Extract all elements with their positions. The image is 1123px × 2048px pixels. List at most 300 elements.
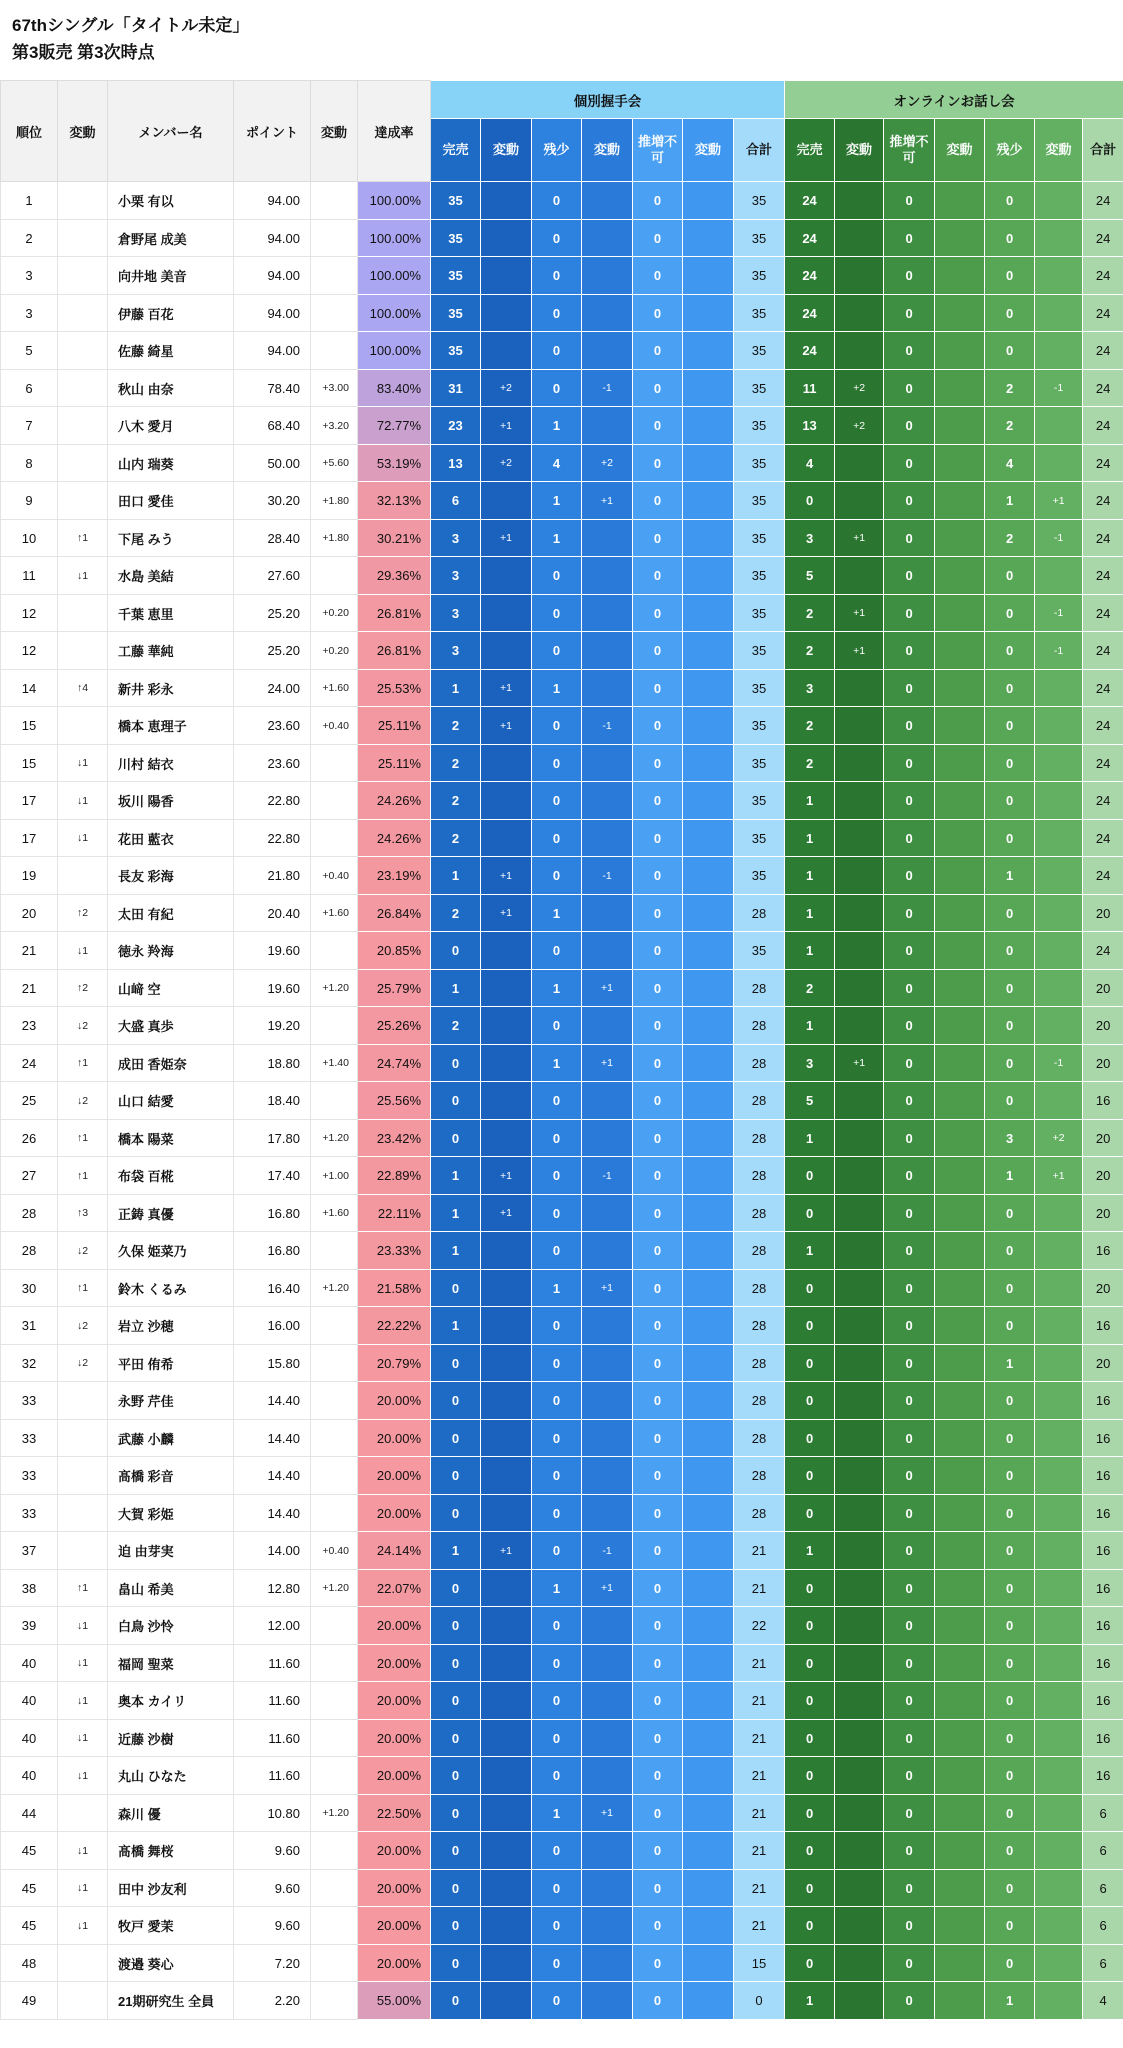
online-lowstock-change-cell: [1035, 1532, 1083, 1570]
handshake-noincrease-cell: 0: [633, 669, 683, 707]
points-cell: 18.80: [234, 1044, 311, 1082]
online-noincrease-change-cell: [935, 1832, 985, 1870]
rank-cell: 30: [1, 1269, 58, 1307]
handshake-lowstock-change-cell: [582, 1644, 633, 1682]
handshake-total-cell: 28: [734, 1419, 785, 1457]
online-lowstock-cell: 0: [985, 1944, 1035, 1982]
handshake-soldout-cell: 35: [431, 257, 481, 295]
rank-cell: 45: [1, 1907, 58, 1945]
online-noincrease-cell: 0: [884, 1307, 935, 1345]
rank-cell: 15: [1, 744, 58, 782]
handshake-noincrease-change-cell: [683, 894, 734, 932]
online-soldout-change-cell: [835, 1344, 884, 1382]
achievement-rate-cell: 22.07%: [358, 1569, 431, 1607]
handshake-soldout-change-cell: [481, 744, 532, 782]
online-soldout-change-cell: [835, 557, 884, 595]
rank-change-cell: [58, 1532, 108, 1570]
handshake-noincrease-cell: 0: [633, 1719, 683, 1757]
online-soldout-change-cell: [835, 932, 884, 970]
points-change-cell: [311, 1644, 358, 1682]
rank-change-cell: [58, 219, 108, 257]
online-lowstock-change-cell: [1035, 557, 1083, 595]
member-name-cell: 佐藤 綺星: [108, 332, 234, 370]
handshake-noincrease-cell: 0: [633, 444, 683, 482]
online-lowstock-cell: 3: [985, 1119, 1035, 1157]
rank-change-cell: ↑4: [58, 669, 108, 707]
handshake-soldout-change-cell: +2: [481, 369, 532, 407]
handshake-noincrease-cell: 0: [633, 1307, 683, 1345]
rank-change-cell: ↓2: [58, 1007, 108, 1045]
handshake-total-cell: 15: [734, 1944, 785, 1982]
handshake-soldout-cell: 0: [431, 1682, 481, 1720]
handshake-noincrease-change-cell: [683, 1269, 734, 1307]
handshake-lowstock-change-cell: [582, 1494, 633, 1532]
achievement-rate-cell: 30.21%: [358, 519, 431, 557]
handshake-lowstock-cell: 0: [532, 857, 582, 895]
online-noincrease-cell: 0: [884, 257, 935, 295]
handshake-soldout-change-cell: [481, 1007, 532, 1045]
handshake-noincrease-cell: 0: [633, 1082, 683, 1120]
online-lowstock-cell: 0: [985, 1719, 1035, 1757]
handshake-total-cell: 35: [734, 707, 785, 745]
handshake-noincrease-cell: 0: [633, 1832, 683, 1870]
handshake-total-cell: 28: [734, 1194, 785, 1232]
member-name-cell: 山内 瑞葵: [108, 444, 234, 482]
rank-cell: 40: [1, 1757, 58, 1795]
handshake-soldout-cell: 0: [431, 1382, 481, 1420]
rank-change-cell: ↓1: [58, 819, 108, 857]
handshake-noincrease-cell: 0: [633, 894, 683, 932]
achievement-rate-cell: 20.00%: [358, 1494, 431, 1532]
online-noincrease-cell: 0: [884, 707, 935, 745]
online-soldout-change-cell: [835, 1307, 884, 1345]
online-soldout-cell: 1: [785, 782, 835, 820]
member-name-cell: 山﨑 空: [108, 969, 234, 1007]
handshake-noincrease-change-cell: [683, 1194, 734, 1232]
handshake-noincrease-change-cell: [683, 1419, 734, 1457]
points-change-cell: [311, 1457, 358, 1495]
online-noincrease-change-cell: [935, 1869, 985, 1907]
handshake-lowstock-header: 残少: [532, 119, 582, 182]
points-change-cell: +0.40: [311, 857, 358, 895]
online-noincrease-cell: 0: [884, 669, 935, 707]
handshake-soldout-change-cell: [481, 1269, 532, 1307]
handshake-noincrease-change-cell: [683, 969, 734, 1007]
handshake-total-cell: 28: [734, 1269, 785, 1307]
points-cell: 25.20: [234, 594, 311, 632]
table-row: [1, 1757, 1123, 1795]
handshake-soldout-change-cell: +1: [481, 407, 532, 445]
handshake-noincrease-change-cell: [683, 932, 734, 970]
handshake-lowstock-cell: 0: [532, 369, 582, 407]
handshake-lowstock-cell: 1: [532, 1569, 582, 1607]
online-lowstock-cell: 4: [985, 444, 1035, 482]
online-noincrease-change-cell: [935, 669, 985, 707]
table-row: [1, 1382, 1123, 1420]
handshake-lowstock-change-cell: [582, 257, 633, 295]
rank-cell: 1: [1, 182, 58, 220]
online-noincrease-cell: 0: [884, 932, 935, 970]
rank-cell: 15: [1, 707, 58, 745]
rank-change-cell: ↓2: [58, 1344, 108, 1382]
online-soldout-change-cell: [835, 1157, 884, 1195]
table-row: [1, 1907, 1123, 1945]
handshake-soldout-cell: 0: [431, 1607, 481, 1645]
online-lowstock-change-cell: +1: [1035, 1157, 1083, 1195]
handshake-lowstock-cell: 1: [532, 519, 582, 557]
handshake-soldout-cell: 1: [431, 1532, 481, 1570]
handshake-noincrease-change-cell: [683, 182, 734, 220]
points-change-cell: +1.20: [311, 1269, 358, 1307]
handshake-lowstock-change-cell: [582, 1869, 633, 1907]
rank-change-cell: ↓1: [58, 1832, 108, 1870]
handshake-noincrease-change-cell: [683, 1644, 734, 1682]
member-name-cell: 髙橋 彩音: [108, 1457, 234, 1495]
online-soldout-cell: 0: [785, 1832, 835, 1870]
handshake-soldout-change-cell: +1: [481, 707, 532, 745]
points-cell: 14.40: [234, 1419, 311, 1457]
online-lowstock-change-cell: [1035, 1569, 1083, 1607]
online-noincrease-cell: 0: [884, 1644, 935, 1682]
handshake-noincrease-cell: 0: [633, 1607, 683, 1645]
online-soldout-change-cell: [835, 1607, 884, 1645]
handshake-total-cell: 35: [734, 482, 785, 520]
handshake-soldout-change-cell: [481, 1044, 532, 1082]
online-lowstock-change-cell: [1035, 1869, 1083, 1907]
rank-change-cell: ↑1: [58, 1119, 108, 1157]
rank-cell: 44: [1, 1794, 58, 1832]
handshake-lowstock-change-cell: -1: [582, 369, 633, 407]
points-cell: 20.40: [234, 894, 311, 932]
online-lowstock-cell: 0: [985, 332, 1035, 370]
online-soldout-cell: 1: [785, 932, 835, 970]
handshake-noincrease-change-cell: [683, 369, 734, 407]
online-lowstock-cell: 0: [985, 182, 1035, 220]
online-lowstock-change-cell: [1035, 669, 1083, 707]
handshake-noincrease-change-cell: [683, 332, 734, 370]
online-noincrease-change-cell: [935, 594, 985, 632]
handshake-lowstock-change-cell: +1: [582, 1044, 633, 1082]
points-cell: 14.00: [234, 1532, 311, 1570]
points-change-cell: [311, 1307, 358, 1345]
online-soldout-cell: 0: [785, 1944, 835, 1982]
member-name-cell: 鈴木 くるみ: [108, 1269, 234, 1307]
online-soldout-cell: 1: [785, 1232, 835, 1270]
handshake-total-cell: 35: [734, 294, 785, 332]
online-soldout-change-cell: [835, 744, 884, 782]
handshake-soldout-cell: 2: [431, 782, 481, 820]
online-noincrease-change-cell: [935, 969, 985, 1007]
rank-change-cell: ↑1: [58, 1269, 108, 1307]
handshake-soldout-change-cell: [481, 1944, 532, 1982]
online-total-cell: 16: [1083, 1307, 1123, 1345]
handshake-total-cell: 28: [734, 1457, 785, 1495]
achievement-rate-cell: 25.53%: [358, 669, 431, 707]
online-lowstock-change-cell: [1035, 1494, 1083, 1532]
rank-cell: 33: [1, 1457, 58, 1495]
online-total-cell: 20: [1083, 1269, 1123, 1307]
table-row: [1, 182, 1123, 220]
online-soldout-cell: 0: [785, 1382, 835, 1420]
handshake-lowstock-change-cell: [582, 932, 633, 970]
achievement-rate-cell: 23.42%: [358, 1119, 431, 1157]
handshake-soldout-cell: 3: [431, 594, 481, 632]
handshake-soldout-change-cell: [481, 782, 532, 820]
online-lowstock-cell: 0: [985, 669, 1035, 707]
table-row: [1, 932, 1123, 970]
online-lowstock-change-cell: [1035, 1644, 1083, 1682]
online-total-cell: 6: [1083, 1832, 1123, 1870]
member-name-cell: 坂川 陽香: [108, 782, 234, 820]
online-soldout-change-cell: [835, 1682, 884, 1720]
online-noincrease-change-cell: [935, 1194, 985, 1232]
handshake-lowstock-change-cell: [582, 669, 633, 707]
table-row: [1, 482, 1123, 520]
online-noincrease-change-cell: [935, 294, 985, 332]
online-soldout-change-cell: [835, 294, 884, 332]
online-total-cell: 20: [1083, 1194, 1123, 1232]
handshake-soldout-cell: 0: [431, 1082, 481, 1120]
handshake-total-cell: 35: [734, 857, 785, 895]
handshake-soldout-change-cell: [481, 1569, 532, 1607]
rank-cell: 17: [1, 819, 58, 857]
points-cell: 14.40: [234, 1457, 311, 1495]
achievement-rate-cell: 25.11%: [358, 744, 431, 782]
online-lowstock-cell: 0: [985, 969, 1035, 1007]
member-name-cell: 太田 有紀: [108, 894, 234, 932]
online-soldout-change-cell: [835, 819, 884, 857]
online-noincrease-change-cell: [935, 1082, 985, 1120]
table-row: [1, 669, 1123, 707]
achievement-rate-cell: 20.79%: [358, 1344, 431, 1382]
table-row: [1, 257, 1123, 295]
online-soldout-change-cell: +1: [835, 1044, 884, 1082]
online-total-cell: 24: [1083, 219, 1123, 257]
handshake-lowstock-change-cell: [582, 182, 633, 220]
handshake-soldout-cell: 0: [431, 1869, 481, 1907]
online-total-cell: 16: [1083, 1719, 1123, 1757]
points-cell: 30.20: [234, 482, 311, 520]
handshake-noincrease-cell: 0: [633, 407, 683, 445]
member-name-cell: 田口 愛佳: [108, 482, 234, 520]
points-cell: 9.60: [234, 1907, 311, 1945]
handshake-noincrease-change-cell: [683, 1869, 734, 1907]
online-soldout-change-cell: [835, 1382, 884, 1420]
table-row: [1, 1682, 1123, 1720]
handshake-soldout-header: 完売: [431, 119, 481, 182]
online-lowstock-change-cell: [1035, 932, 1083, 970]
handshake-soldout-cell: 31: [431, 369, 481, 407]
online-lowstock-cell: 0: [985, 632, 1035, 670]
online-noincrease-cell: 0: [884, 1719, 935, 1757]
handshake-total-cell: 28: [734, 1307, 785, 1345]
table-row: [1, 294, 1123, 332]
online-noincrease-change-cell: [935, 444, 985, 482]
handshake-noincrease-cell: 0: [633, 707, 683, 745]
rank-cell: 45: [1, 1869, 58, 1907]
handshake-noincrease-change-cell: [683, 1344, 734, 1382]
handshake-total-cell: 35: [734, 219, 785, 257]
online-noincrease-change-cell: [935, 369, 985, 407]
rank-change-cell: ↓2: [58, 1082, 108, 1120]
online-noincrease-change-cell: [935, 1307, 985, 1345]
online-soldout-cell: 2: [785, 707, 835, 745]
points-cell: 50.00: [234, 444, 311, 482]
online-soldout-change-cell: +1: [835, 594, 884, 632]
online-soldout-cell: 0: [785, 1269, 835, 1307]
online-lowstock-cell: 0: [985, 782, 1035, 820]
online-lowstock-change-cell: [1035, 1719, 1083, 1757]
handshake-total-cell: 21: [734, 1794, 785, 1832]
handshake-noincrease-cell: 0: [633, 219, 683, 257]
points-change-cell: +1.60: [311, 669, 358, 707]
online-noincrease-change-cell: [935, 1794, 985, 1832]
handshake-lowstock-change-cell: [582, 894, 633, 932]
points-cell: 17.40: [234, 1157, 311, 1195]
handshake-soldout-change-cell: +1: [481, 1194, 532, 1232]
online-total-cell: 16: [1083, 1757, 1123, 1795]
handshake-noincrease-change-cell: [683, 257, 734, 295]
rank-cell: 32: [1, 1344, 58, 1382]
online-soldout-change-cell: [835, 894, 884, 932]
online-lowstock-change-cell: -1: [1035, 632, 1083, 670]
online-lowstock-change-cell: [1035, 1419, 1083, 1457]
points-change-cell: [311, 1419, 358, 1457]
online-noincrease-change-cell: [935, 1382, 985, 1420]
handshake-soldout-cell: 0: [431, 1794, 481, 1832]
handshake-noincrease-cell: 0: [633, 1344, 683, 1382]
online-lowstock-change-header: 変動: [1035, 119, 1083, 182]
handshake-total-cell: 35: [734, 632, 785, 670]
rank-cell: 33: [1, 1419, 58, 1457]
rank-cell: 23: [1, 1007, 58, 1045]
handshake-soldout-cell: 13: [431, 444, 481, 482]
handshake-lowstock-change-cell: [582, 219, 633, 257]
member-name-cell: 久保 姫菜乃: [108, 1232, 234, 1270]
online-total-cell: 16: [1083, 1532, 1123, 1570]
handshake-soldout-change-cell: [481, 1494, 532, 1532]
online-total-cell: 16: [1083, 1232, 1123, 1270]
online-lowstock-cell: 2: [985, 369, 1035, 407]
handshake-soldout-cell: 0: [431, 932, 481, 970]
online-lowstock-change-cell: +2: [1035, 1119, 1083, 1157]
online-noincrease-cell: 0: [884, 557, 935, 595]
online-total-cell: 6: [1083, 1869, 1123, 1907]
handshake-noincrease-cell: 0: [633, 1157, 683, 1195]
table-row: [1, 1607, 1123, 1645]
handshake-total-cell: 28: [734, 1044, 785, 1082]
handshake-total-cell: 35: [734, 257, 785, 295]
online-total-cell: 24: [1083, 294, 1123, 332]
handshake-noincrease-cell: 0: [633, 1007, 683, 1045]
handshake-lowstock-cell: 0: [532, 1119, 582, 1157]
table-row: [1, 1644, 1123, 1682]
achievement-rate-cell: 55.00%: [358, 1982, 431, 2020]
online-total-cell: 16: [1083, 1682, 1123, 1720]
points-cell: 21.80: [234, 857, 311, 895]
online-lowstock-change-cell: [1035, 332, 1083, 370]
rank-cell: 40: [1, 1719, 58, 1757]
table-row: [1, 632, 1123, 670]
handshake-soldout-cell: 0: [431, 1269, 481, 1307]
online-soldout-cell: 0: [785, 1569, 835, 1607]
handshake-noincrease-change-cell: [683, 407, 734, 445]
points-change-cell: +3.00: [311, 369, 358, 407]
online-soldout-change-cell: [835, 1007, 884, 1045]
handshake-soldout-cell: 0: [431, 1494, 481, 1532]
online-soldout-change-cell: [835, 1194, 884, 1232]
online-soldout-change-cell: +2: [835, 407, 884, 445]
online-total-cell: 24: [1083, 482, 1123, 520]
online-total-cell: 16: [1083, 1607, 1123, 1645]
points-change-cell: [311, 182, 358, 220]
title-block: [0, 0, 1123, 80]
points-change-cell: +1.20: [311, 1119, 358, 1157]
points-cell: 17.80: [234, 1119, 311, 1157]
table-row: [1, 1082, 1123, 1120]
online-soldout-change-cell: [835, 1532, 884, 1570]
achievement-rate-cell: 29.36%: [358, 557, 431, 595]
handshake-soldout-change-header: 変動: [481, 119, 532, 182]
member-name-cell: 川村 結衣: [108, 744, 234, 782]
rank-change-cell: [58, 707, 108, 745]
online-noincrease-change-cell: [935, 1982, 985, 2020]
online-soldout-cell: 1: [785, 857, 835, 895]
member-name-cell: 近藤 沙樹: [108, 1719, 234, 1757]
handshake-soldout-change-cell: [481, 1344, 532, 1382]
online-soldout-change-cell: [835, 219, 884, 257]
online-noincrease-change-cell: [935, 1269, 985, 1307]
rank-cell: 28: [1, 1194, 58, 1232]
member-name-cell: 伊藤 百花: [108, 294, 234, 332]
rank-cell: 21: [1, 969, 58, 1007]
handshake-lowstock-change-cell: [582, 1419, 633, 1457]
online-soldout-cell: 24: [785, 332, 835, 370]
handshake-total-cell: 35: [734, 519, 785, 557]
handshake-total-cell: 28: [734, 1344, 785, 1382]
handshake-lowstock-cell: 0: [532, 1907, 582, 1945]
online-lowstock-cell: 0: [985, 819, 1035, 857]
handshake-soldout-cell: 6: [431, 482, 481, 520]
handshake-total-cell: 21: [734, 1757, 785, 1795]
online-lowstock-change-cell: [1035, 219, 1083, 257]
handshake-lowstock-change-cell: [582, 332, 633, 370]
online-lowstock-change-cell: [1035, 1269, 1083, 1307]
points-cell: 11.60: [234, 1682, 311, 1720]
handshake-lowstock-change-cell: +1: [582, 482, 633, 520]
handshake-noincrease-cell: 0: [633, 857, 683, 895]
online-soldout-cell: 5: [785, 557, 835, 595]
handshake-soldout-change-cell: [481, 1119, 532, 1157]
handshake-lowstock-change-cell: [582, 782, 633, 820]
rank-change-cell: [58, 1494, 108, 1532]
member-name-cell: 布袋 百椛: [108, 1157, 234, 1195]
points-change-cell: [311, 1494, 358, 1532]
online-lowstock-change-cell: [1035, 1344, 1083, 1382]
rank-change-cell: [58, 1982, 108, 2020]
achievement-rate-cell: 100.00%: [358, 332, 431, 370]
achievement-rate-cell: 24.26%: [358, 819, 431, 857]
handshake-soldout-change-cell: [481, 1682, 532, 1720]
rank-cell: 40: [1, 1644, 58, 1682]
points-change-cell: +0.40: [311, 707, 358, 745]
online-noincrease-change-cell: [935, 632, 985, 670]
rank-cell: 33: [1, 1494, 58, 1532]
points-cell: 94.00: [234, 182, 311, 220]
online-lowstock-cell: 0: [985, 1532, 1035, 1570]
points-change-cell: +1.20: [311, 969, 358, 1007]
handshake-soldout-change-cell: [481, 1832, 532, 1870]
